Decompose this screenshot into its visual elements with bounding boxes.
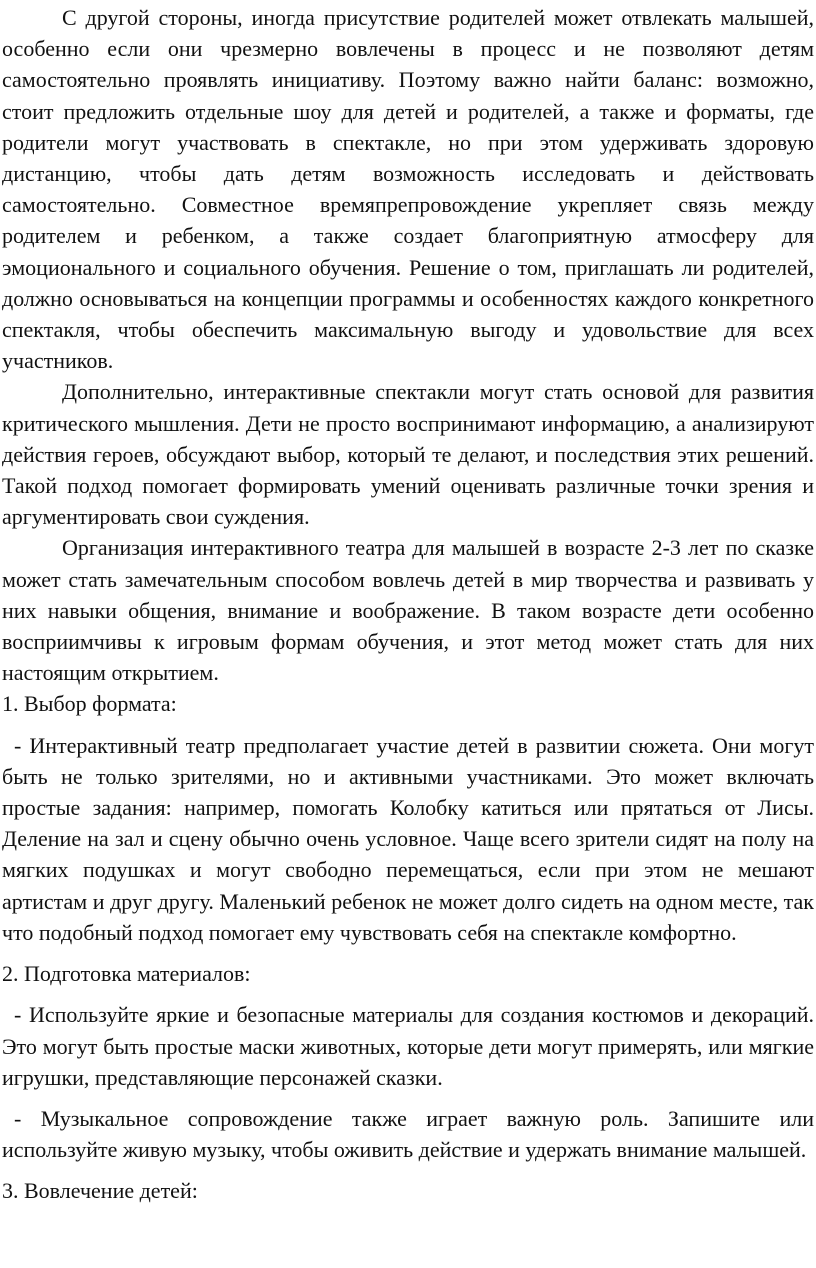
list-item-costumes: - Используйте яркие и безопасные материалы для создания костюмов и декораций. Это могут быть простые маски животных, которые дети могут примерять, или мягкие игрушки, представляющие персонажей сказки. <box>2 1002 814 1090</box>
list-item-interactive-theatre: - Интерактивный театр предполагает участие детей в развитии сюжета. Они могут быть не только зрителями, но и активными участниками. Это может включать простые задания: например, помогать Колобку катиться или прятаться от Лисы. Деление на зал и сцену обычно очень условное. Чаще всего зрители сидят на полу на мягких подушках и могут свободно перемещаться, если при этом не мешают артистам и друг другу. Маленький ребенок не может долго сидеть на одном месте, так что подобный подход помогает ему чувствовать себя на спектакле комфортно. <box>2 732 814 945</box>
section-heading-engagement: 3. Вовлечение детей: <box>2 1178 198 1204</box>
list-item-music: - Музыкальное сопровождение также играет важную роль. Запишите или используйте живую музыку, чтобы оживить действие и удержать внимание малышей. <box>2 1105 814 1163</box>
paragraph-organization: Организация интерактивного театра для малышей в возрасте 2-3 лет по сказке может стать замечательным способом вовлечь детей в мир творчества и развивать у них навыки общения, внимание и воображение. В таком возрасте дети особенно восприимчивы к игровым формам обучения, и этот метод может стать для них настоящим открытием. <box>2 535 814 686</box>
paragraph-parents-balance: С другой стороны, иногда присутствие родителей может отвлекать малышей, особенно если они чрезмерно вовлечены в процесс и не позволяют детям самостоятельно проявлять инициативу. Поэтому важно найти баланс: возможно, стоит предложить отдельные шоу для детей и родителей, а также и форматы, где родители могут участвовать в спектакле, но при этом удерживать здоровую дистанцию, чтобы дать детям возможность исследовать и действовать самостоятельно. Совместное времяпрепровождение укрепляет связь между родителем и ребенком, а также создает благоприятную атмосферу для эмоционального и социального обучения. Решение о том, приглашать ли родителей, должно основываться на концепции программы и особенностях каждого конкретного спектакля, чтобы обеспечить максимальную выгоду и удовольствие для всех участников. <box>2 5 814 374</box>
paragraph-critical-thinking: Дополнительно, интерактивные спектакли могут стать основой для развития критического мышления. Дети не просто воспринимают информацию, а анализируют действия героев, обсуждают выбор, который те делают, и последствия этих решений. Такой подход помогает формировать умений оценивать различные точки зрения и аргументировать свои суждения. <box>2 379 814 530</box>
section-heading-materials: 2. Подготовка материалов: <box>2 961 251 987</box>
section-heading-format: 1. Выбор формата: <box>2 691 177 717</box>
